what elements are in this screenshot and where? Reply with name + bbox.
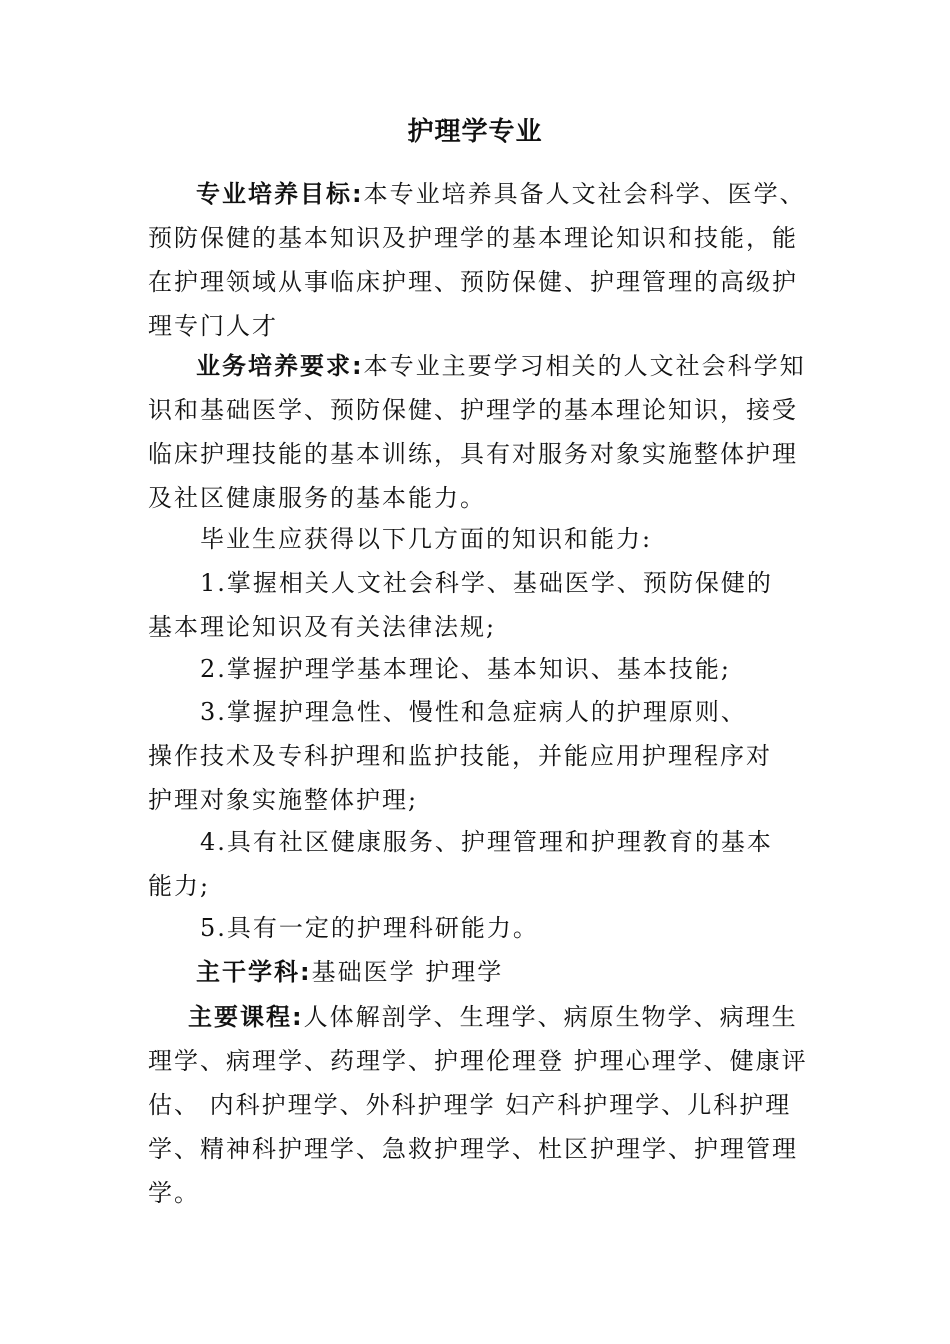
requirements-text: 本专业主要学习相关的人文社会科学知识和基础医学、预防保健、护理学的基本理论知识，接受临床护理技能的基本训练，具有对服务对象实施整体护理及社区健康服务的基本能力。: [148, 352, 806, 512]
ability-item-4: 4.具有社区健康服务、护理管理和护理教育的基本能力;: [148, 828, 773, 900]
page-title: 护理学专业: [407, 117, 543, 147]
main-subjects-text: 基础医学 护理学: [311, 958, 504, 986]
objective-label: 专业培养目标: [196, 180, 352, 208]
ability-item-5: 5.具有一定的护理科研能力。: [200, 914, 539, 942]
objective-text: 本专业培养具备人文社会科学、医学、预防保健的基本知识及护理学的基本理论知识和技能，能在护理领域从事临床护理、预防保健、护理管理的高级护理专门人才: [148, 180, 806, 340]
objective-colon: :: [352, 180, 364, 208]
main-subjects-label: 主干学科: [196, 958, 300, 986]
main-courses-label: 主要课程: [188, 1003, 292, 1031]
objective-paragraph: [148, 172, 808, 348]
requirements-colon: :: [352, 352, 364, 380]
main-subjects-colon: :: [300, 958, 312, 986]
main-courses-paragraph: [148, 995, 808, 1215]
main-courses-text: 人体解剖学、生理学、病原生物学、病理生理学、病理学、药理学、护理伦理登 护理心理学、健康评估、 内科护理学、外科护理学 妇产科护理学、儿科护理学、精神科护理学、急救护理学、杜区护理学、护理管理学。: [148, 1003, 808, 1207]
requirements-label: 业务培养要求: [196, 352, 352, 380]
abilities-intro: 毕业生应获得以下几方面的知识和能力:: [200, 525, 653, 553]
ability-item-3: 3.掌握护理急性、慢性和急症病人的护理原则、 操作技术及专科护理和监护技能，并能应用护理程序对护理对象实施整体护理;: [148, 698, 772, 814]
main-courses-colon: :: [292, 1003, 304, 1031]
main-subjects-paragraph: [148, 950, 808, 994]
ability-item-2: 2.掌握护理学基本理论、基本知识、基本技能;: [200, 655, 731, 683]
ability-item-1: 1.掌握相关人文社会科学、基础医学、预防保健的基本理论知识及有关法律法规;: [148, 569, 773, 641]
requirements-paragraph: [148, 344, 808, 520]
